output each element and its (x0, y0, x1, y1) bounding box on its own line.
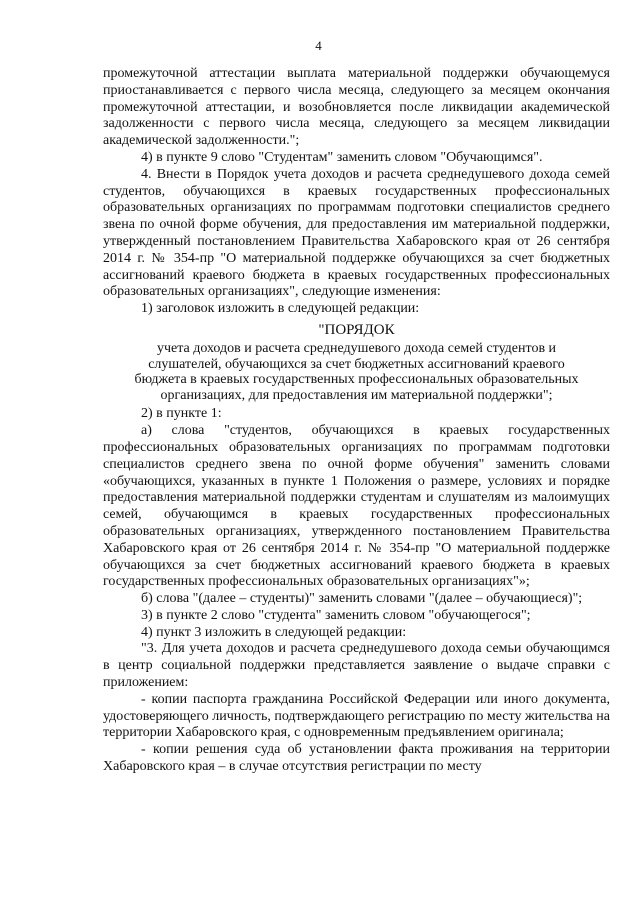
paragraph-item-1-heading: 1) заголовок изложить в следующей редакции: (141, 301, 420, 317)
paragraph-court-decision-copy: - копии решения суда об установлении факта проживания на территории Хабаровского края – в случае отсутствия регистрации по месту (103, 742, 610, 775)
order-subtitle (103, 341, 610, 403)
paragraph-point-3-text: "3. Для учета доходов и расчета среднедушевого дохода семьи обучающимся в центр социальной поддержки представляется заявление о выдаче справки с приложением: (103, 641, 610, 691)
page-number: 4 (315, 38, 322, 53)
paragraph-subitem-b: б) слова "(далее – студенты)" заменить словами "(далее – обучающиеся)"; (141, 591, 583, 607)
paragraph-subitem-a: а) слова "студентов, обучающихся в краевых государственных профессиональных образовательных организациях по программам подготовки специалистов среднего звена по очной форме обучения" заменить словами «обучающихся, указанных в пункте 1 Положения о размере, условиях и порядке предоставления материальной поддержки студентам и слушателям из малоимущих семей, обучающимся в краевых государственных профессиональных образовательных организациях, утвержденного постановлением Правительства Хабаровского края от 26 сентября 2014 г. № 354-пр "О материальной поддержке обучающихся за счет бюджетных ассигнований краевого бюджета в краевых государственных профессиональных образовательных организациях"»; (103, 423, 610, 590)
document-body (103, 66, 610, 776)
order-title: "ПОРЯДОК (318, 321, 395, 338)
paragraph-section-4: 4. Внести в Порядок учета доходов и расчета среднедушевого дохода семей студентов, обучающихся в краевых государственных профессиональных образовательных организациях по программам подготовки специалистов среднего звена по очной форме обучения, для предоставления им материальной поддержки, утвержденный постановлением Правительства Хабаровского края от 26 сентября 2014 г. № 354-пр "О материальной поддержке обучающихся за счет бюджетных ассигнований краевого бюджета в краевых государственных профессиональных образовательных организациях", следующие изменения: (103, 166, 610, 300)
subtitle-line: бюджета в краевых государственных профессиональных образовательных (134, 372, 579, 388)
paragraph-item-4-point-9: 4) в пункте 9 слово "Студентам" заменить словом "Обучающимся". (141, 149, 543, 165)
subtitle-line: учета доходов и расчета среднедушевого дохода семей студентов и (156, 340, 557, 356)
paragraph-item-2-point-1: 2) в пункте 1: (141, 406, 222, 422)
paragraph-passport-copy: - копии паспорта гражданина Российской Федерации или иного документа, удостоверяющего личность, подтверждающего регистрацию по месту жительства на территории Хабаровского края, с одновременным предъявлением оригинала; (103, 691, 610, 741)
subtitle-line: слушателей, обучающихся за счет бюджетных ассигнований краевого (148, 356, 565, 372)
paragraph-item-4-point-3: 4) пункт 3 изложить в следующей редакции: (141, 624, 407, 640)
paragraph-attestation: промежуточной аттестации выплата материальной поддержки обучающемуся приостанавливается с первого числа месяца, следующего за месяцем окончания промежуточной аттестации, и возобновляется после ликвидации академической задолженности с первого числа месяца, следующего за месяцем ликвидации академической задолженности."; (103, 66, 610, 149)
paragraph-item-3-point-2: 3) в пункте 2 слово "студента" заменить словом "обучающегося"; (141, 607, 531, 623)
subtitle-line: организациях, для предоставления им материальной поддержки"; (160, 387, 553, 403)
